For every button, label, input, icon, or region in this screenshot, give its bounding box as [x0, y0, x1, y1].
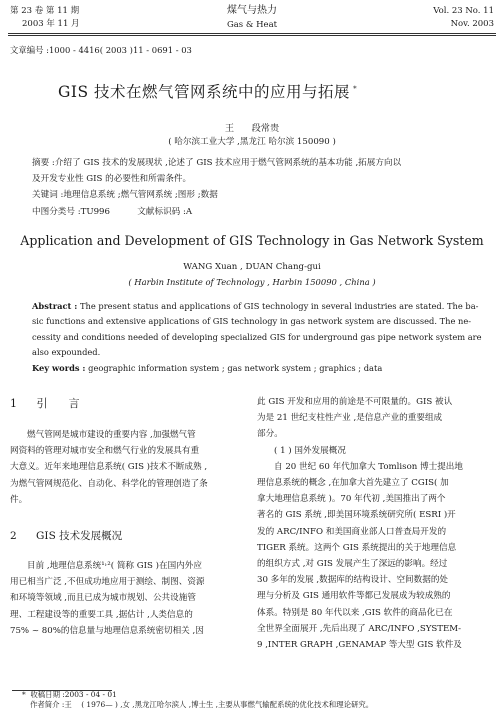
header-rule-2: [8, 35, 496, 36]
section-2-heading: [10, 528, 242, 550]
abstract-en-line: sic functions and extensive applications of GIS technology in gas network system are discussed. The ne-: [32, 316, 472, 327]
affiliation-cn: ( 哈尔滨工业大学 ,黑龙江 哈尔滨 150090 ): [168, 137, 336, 147]
journal-volume-en: Vol. 23 No. 11: [433, 6, 494, 16]
abstract-cn: [32, 155, 482, 220]
article-number: 文章编号 :1000 - 4416( 2003 )11 - 0691 - 03: [10, 45, 192, 55]
section-2-title: GIS 技术发展概况: [36, 530, 123, 543]
article-title-en: Application and Development of GIS Technology in Gas Network System: [20, 233, 484, 248]
text-line: 为是 21 世纪支柱性产业 ,是信息产业的重要组成: [257, 413, 443, 424]
journal-date-en: Nov. 2003: [450, 19, 494, 29]
text-line: 理与分析及 GIS 通用软件等都已发展成为较成熟的: [257, 591, 451, 602]
paragraph-continued: [257, 394, 493, 443]
text-line: 拿大地理信息系统 )。70 年代初 ,美国推出了两个: [257, 494, 446, 505]
keywords-en: geographic information system ; gas network system ; graphics ; data: [85, 362, 383, 373]
article-title-cn: [58, 80, 357, 102]
abstract-cn-line: 及开发专业性 GIS 的必要性和所需条件。: [32, 174, 192, 185]
text-line: 30 多年的发展 ,数据库的结构设计、空间数据的处: [257, 575, 449, 586]
journal-name-en: Gas & Heat: [226, 20, 278, 30]
text-line: 75% ~ 80%的信息量与地理信息系统密切相关 ,因: [10, 625, 204, 636]
paragraph-abroad: [257, 459, 493, 653]
text-line: 理信息系统的概念 ,在加拿大首先建立了 CGIS( 加: [257, 478, 449, 489]
abstract-en-label: Abstract :: [32, 301, 78, 311]
text-line: 大意义。近年来地理信息系统( GIS )技术不断成熟 ,: [10, 462, 208, 473]
text-line: 和环境等领域 ,而且已成为城市规划、公共设施管: [10, 593, 196, 604]
keywords-en-label: Key words :: [32, 362, 86, 373]
section-1-heading: [10, 395, 242, 419]
text-line: 发的 ARC/INFO 和美国商业部人口普查局开发的: [257, 526, 447, 537]
text-line: 目前 ,地理信息系统¹˒²( 简称 GIS )在国内外应: [27, 561, 202, 572]
left-column: [10, 395, 242, 639]
header-rule: [8, 33, 496, 34]
text-line: 此 GIS 开发和应用的前途是不可限量的。GIS 被认: [257, 397, 453, 407]
journal-date: 2003 年 11 月: [22, 19, 80, 29]
authors-cn: 王 段常贵: [224, 123, 280, 134]
text-line: 自 20 世纪 60 年代加拿大 Tomlison 博士提出地: [274, 461, 463, 472]
journal-name-cn: 煤气与热力: [227, 5, 277, 16]
subsection-1-heading: ( 1 ) 国外发展概况: [274, 445, 346, 456]
text-line: 理、工程建设等的重要工具 ,据估计 ,人类信息的: [10, 609, 193, 620]
abstract-en-line: The present status and applications of GIS technology in several industries are stated. The ba-: [77, 301, 479, 311]
text-line: 部分。: [257, 429, 283, 440]
text-line: 全世界全面展开 ,先后出现了 ARC/INFO ,SYSTEM-: [257, 623, 462, 634]
text-line: 用已相当广泛 ,不但成功地应用于测绘、制图、资源: [10, 577, 205, 588]
text-line: 9 ,INTER GRAPH ,GENAMAP 等大型 GIS 软件及: [257, 640, 462, 651]
section-2-number: 2: [10, 530, 17, 543]
text-line: 燃气管网是城市建设的重要内容 ,加强燃气管: [27, 430, 196, 440]
text-line: 件。: [10, 494, 28, 505]
text-line: 为燃气管网规范化、自动化、科学化的管理创造了条: [10, 478, 208, 489]
title-footnote-mark: *: [353, 84, 358, 93]
section-1-title: 引 言: [36, 397, 80, 410]
authors-en: WANG Xuan , DUAN Chang-gui: [183, 262, 321, 272]
text-line: 体系。特别是 80 年代以来 ,GIS 软件的商品化已在: [257, 607, 453, 618]
abstract-cn-line: 摘要 :介绍了 GIS 技术的发展现状 ,论述了 GIS 技术应用于燃气管网系统的基本功能 ,拓展方向以: [32, 158, 402, 168]
title-cn-text: GIS 技术在燃气管网系统中的应用与拓展: [58, 83, 351, 101]
text-line: 网资料的管理对城市安全和燃气行业的发展具有重: [10, 446, 200, 457]
journal-volume-issue: 第 23 卷 第 11 期: [10, 6, 80, 16]
text-line: 著名的 GIS 系统 ,即美国环境系统研究所( ESRI )开: [257, 510, 456, 521]
abstract-en: [32, 299, 482, 376]
text-line: 的组织方式 ,对 GIS 发展产生了深远的影响。经过: [257, 559, 448, 570]
text-line: TIGER 系统。这两个 GIS 系统提出的关于地理信息: [257, 542, 457, 553]
paragraph-intro: [10, 427, 242, 508]
classification-code: 中图分类号 :TU996 文献标识码 :A: [32, 206, 193, 217]
paragraph-gis-overview: [10, 558, 242, 639]
abstract-en-line: also expounded.: [32, 347, 101, 358]
keywords-cn: 关键词 :地理信息系统 ;燃气管网系统 ;图形 ;数据: [32, 190, 218, 201]
footnote-received: * 收稿日期 :2003 - 04 - 01: [22, 690, 117, 699]
affiliation-en: ( Harbin Institute of Technology , Harbin 150090 , China ): [128, 277, 376, 287]
footnote-author-bio: 作者简介 :王 ( 1976— ) ,女 ,黑龙江哈尔滨人 ,博士生 ,主要从事燃气输配系统的优化技术和理论研究。: [30, 700, 374, 709]
abstract-en-line: cessity and conditions needed of developing specialized GIS for underground gas pipe network system are: [32, 331, 482, 342]
section-1-number: 1: [10, 397, 17, 410]
right-column: [257, 394, 493, 653]
